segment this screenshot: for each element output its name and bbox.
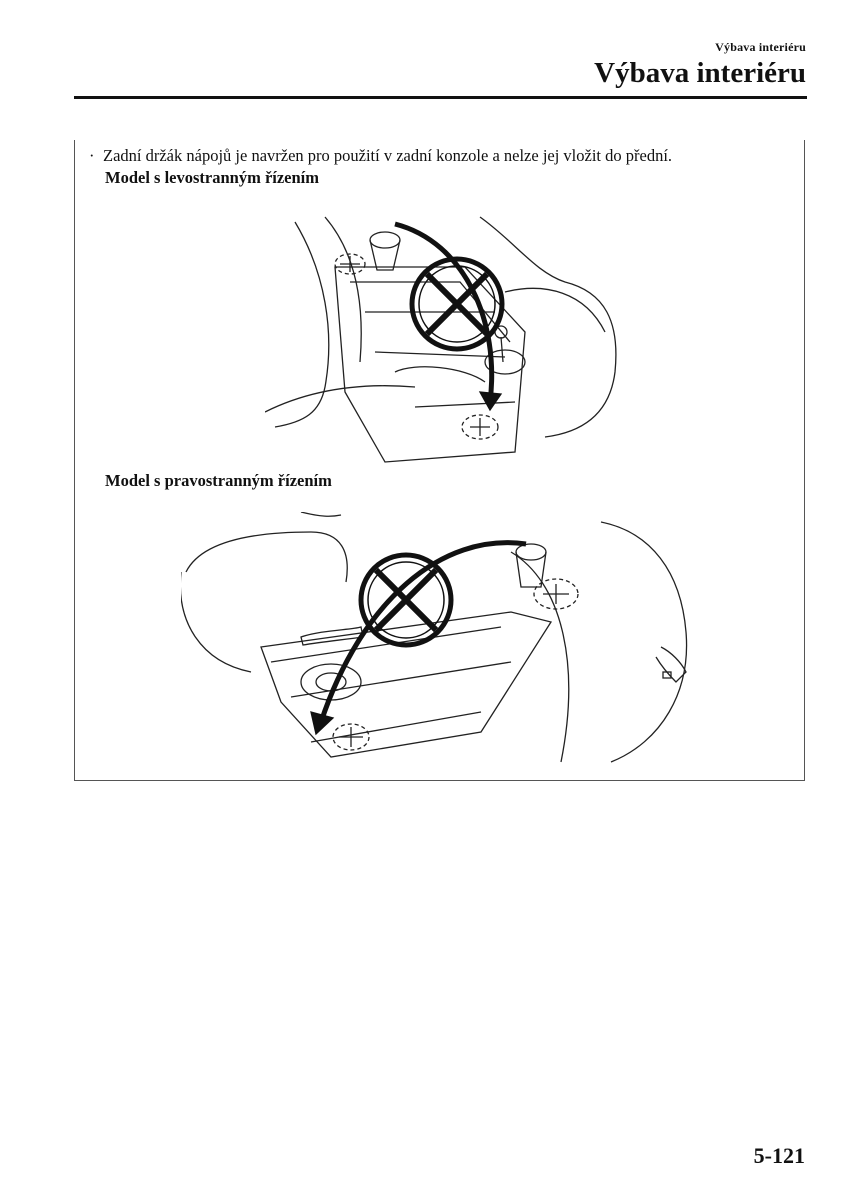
console-illustration-icon — [265, 212, 625, 467]
section-title: Výbava interiéru — [594, 57, 806, 89]
bullet-dot: · — [89, 146, 95, 165]
caption-left-hand-drive: Model s levostranným řízením — [105, 168, 320, 187]
console-illustration-icon — [181, 512, 731, 777]
running-header: Výbava interiéru — [715, 40, 806, 54]
bullet-item — [89, 145, 801, 167]
caption-right-hand-drive: Model s pravostranným řízením — [105, 471, 332, 490]
bullet-text: Zadní držák nápojů je navržen pro použití v zadní konzole a nelze jej vložit do přední. — [103, 146, 673, 165]
content-box — [74, 140, 805, 781]
page-number: 5-121 — [753, 1143, 805, 1168]
header-divider — [74, 96, 807, 99]
illustration-left-hand-drive — [265, 212, 625, 467]
illustration-right-hand-drive — [181, 512, 731, 777]
